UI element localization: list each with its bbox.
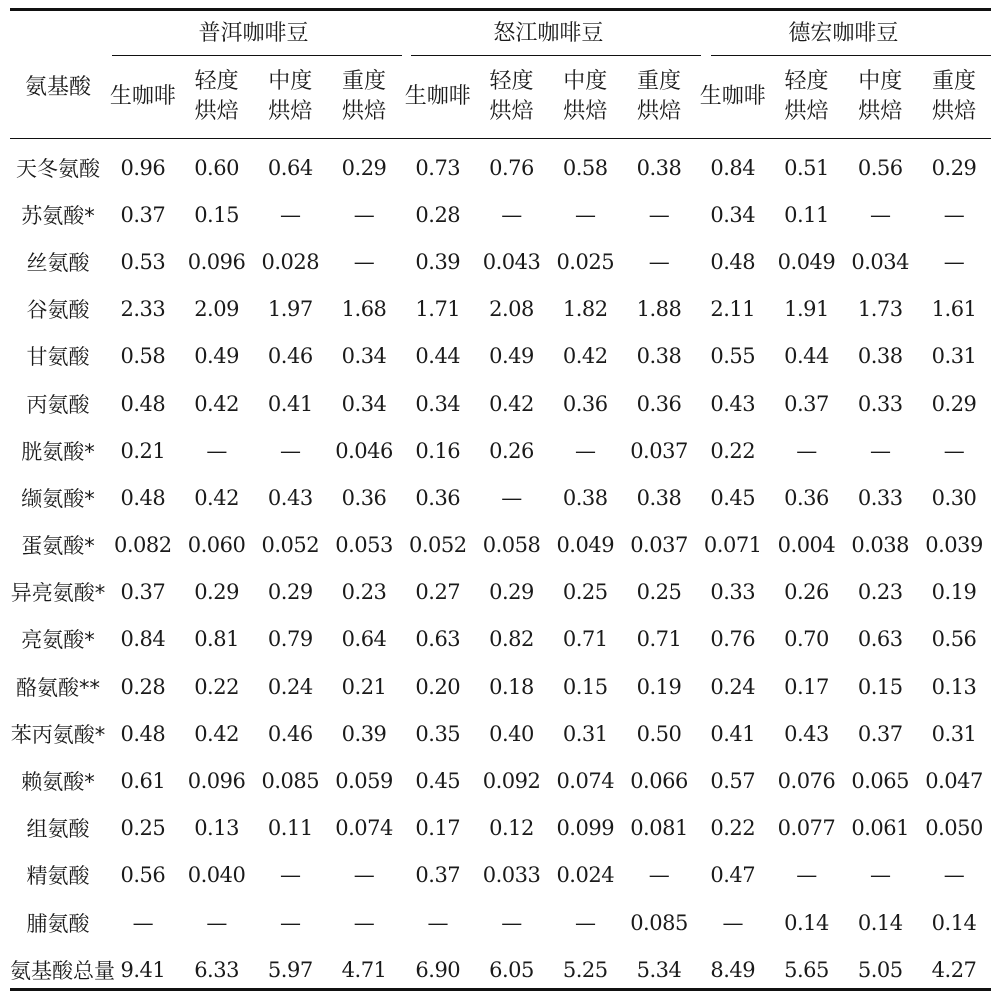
value-cell: 5.25	[562, 957, 608, 982]
value-cell: 4.71	[341, 957, 387, 982]
value-cell: —	[648, 202, 670, 227]
table-row	[10, 757, 991, 804]
column-header	[475, 55, 549, 138]
value-cell: 0.20	[415, 674, 461, 699]
value-cell: —	[280, 863, 301, 888]
table-header	[10, 8, 991, 138]
value-cell: 0.29	[489, 580, 534, 605]
value-cell: 0.42	[194, 391, 239, 416]
column-header-line: 中度	[268, 68, 313, 94]
value-cell: —	[353, 202, 375, 227]
value-cell: 0.53	[120, 249, 166, 274]
table-row	[10, 663, 991, 710]
value-cell: 0.29	[341, 155, 387, 180]
value-cell: 0.44	[415, 344, 461, 369]
value-cell: 0.15	[857, 674, 903, 699]
value-cell: 0.39	[341, 721, 387, 746]
value-cell: 0.25	[636, 580, 682, 605]
column-header-line: 烘焙	[194, 98, 239, 124]
value-cell: 0.64	[341, 627, 387, 652]
value-cell: 0.84	[710, 155, 756, 180]
table-body	[10, 138, 991, 993]
amino-acid-name: 谷氨酸	[26, 298, 90, 323]
value-cell: 0.28	[120, 674, 166, 699]
column-header	[917, 55, 991, 138]
value-cell: 0.26	[784, 580, 829, 605]
value-cell: 0.42	[194, 721, 239, 746]
value-cell: —	[943, 249, 965, 274]
value-cell: 6.33	[194, 957, 239, 982]
column-header	[180, 55, 254, 138]
amino-acid-name: 苏氨酸*	[21, 203, 95, 228]
column-header	[622, 55, 696, 138]
value-cell: 0.14	[857, 910, 903, 935]
column-header-line: 重度	[342, 68, 387, 94]
value-cell: 0.37	[120, 580, 166, 605]
column-header	[696, 55, 770, 138]
value-cell: 9.41	[120, 957, 166, 982]
value-cell: 0.29	[931, 391, 977, 416]
column-header-line: 轻度	[489, 68, 534, 94]
value-cell: 0.82	[489, 627, 534, 652]
value-cell: 1.88	[636, 297, 682, 322]
value-cell: 0.40	[489, 721, 534, 746]
value-cell: 1.61	[931, 297, 977, 322]
value-cell: 0.58	[120, 344, 166, 369]
value-cell: 0.27	[415, 580, 461, 605]
value-cell: —	[648, 863, 670, 888]
value-cell: 0.004	[777, 533, 836, 558]
value-cell: 0.31	[931, 344, 977, 369]
column-header-line: 烘焙	[932, 98, 977, 124]
value-cell: 0.37	[784, 391, 829, 416]
table-row	[10, 380, 991, 427]
column-header	[401, 55, 475, 138]
value-cell: 0.38	[562, 485, 608, 510]
value-cell: 0.074	[335, 816, 393, 841]
value-cell: —	[575, 438, 596, 463]
value-cell: 0.24	[267, 674, 313, 699]
value-cell: 0.31	[931, 721, 977, 746]
value-cell: —	[206, 438, 227, 463]
column-header	[548, 55, 622, 138]
value-cell: 0.25	[120, 816, 166, 841]
amino-acid-name: 氨基酸总量	[10, 958, 115, 983]
value-cell: 0.56	[857, 155, 903, 180]
table-row	[10, 899, 991, 946]
value-cell: 0.25	[562, 580, 608, 605]
value-cell: 0.45	[710, 485, 756, 510]
value-cell: 0.11	[267, 816, 313, 841]
table-row	[10, 427, 991, 474]
table-row	[10, 191, 991, 238]
value-cell: —	[280, 202, 301, 227]
value-cell: 0.96	[120, 155, 166, 180]
value-cell: 0.55	[710, 344, 756, 369]
value-cell: 0.33	[857, 485, 903, 510]
value-cell: 0.19	[931, 580, 977, 605]
value-cell: 0.29	[267, 580, 313, 605]
column-header-line: 烘焙	[636, 98, 681, 124]
value-cell: 0.074	[556, 769, 615, 794]
value-cell: 1.73	[857, 297, 903, 322]
value-cell: 0.050	[925, 816, 983, 841]
value-cell: 0.17	[415, 816, 461, 841]
value-cell: 0.039	[925, 533, 983, 558]
value-cell: 0.028	[261, 249, 320, 274]
value-cell: 0.81	[194, 627, 239, 652]
value-cell: 6.90	[415, 957, 461, 982]
value-cell: 0.052	[408, 533, 467, 558]
value-cell: 0.26	[489, 438, 534, 463]
value-cell: 0.34	[710, 202, 756, 227]
value-cell: 0.71	[636, 627, 682, 652]
value-cell: 0.19	[636, 674, 682, 699]
value-cell: 0.034	[851, 249, 910, 274]
value-cell: —	[722, 910, 743, 935]
amino-acid-name: 丝氨酸	[26, 250, 90, 275]
column-header	[327, 55, 401, 138]
value-cell: 0.42	[489, 391, 534, 416]
value-cell: 0.38	[636, 485, 682, 510]
value-cell: 0.57	[710, 769, 756, 794]
amino-acid-name: 脯氨酸	[26, 911, 90, 936]
value-cell: 0.36	[636, 391, 682, 416]
value-cell: 0.12	[489, 816, 534, 841]
value-cell: 0.037	[630, 533, 688, 558]
table-row	[10, 238, 991, 285]
table-row	[10, 474, 991, 521]
column-header-line: 重度	[636, 68, 681, 94]
value-cell: 0.065	[851, 769, 910, 794]
value-cell: 0.081	[630, 816, 688, 841]
value-cell: —	[796, 863, 817, 888]
amino-acid-name: 甘氨酸	[26, 345, 90, 370]
value-cell: —	[132, 910, 154, 935]
value-cell: 0.61	[120, 769, 166, 794]
amino-acid-name: 苯丙氨酸*	[10, 722, 106, 747]
value-cell: 2.11	[710, 297, 756, 322]
column-header-line: 中度	[858, 68, 903, 94]
column-header-line: 生咖啡	[699, 83, 766, 109]
value-cell: 0.84	[120, 627, 166, 652]
column-header-line: 烘焙	[563, 98, 608, 124]
value-cell: 0.060	[187, 533, 246, 558]
value-cell: 8.49	[710, 957, 756, 982]
value-cell: 0.39	[415, 249, 461, 274]
value-cell: 0.48	[710, 249, 756, 274]
column-header-line: 中度	[563, 68, 608, 94]
value-cell: 0.56	[931, 627, 977, 652]
value-cell: 0.14	[784, 910, 829, 935]
value-cell: 2.33	[120, 297, 166, 322]
amino-acid-name: 丙氨酸	[26, 392, 90, 417]
value-cell: 0.64	[267, 155, 313, 180]
column-header	[106, 55, 180, 138]
value-cell: —	[280, 438, 301, 463]
amino-acid-table	[10, 8, 991, 993]
table-row	[10, 522, 991, 569]
value-cell: 0.15	[194, 202, 239, 227]
column-header-line: 烘焙	[342, 98, 387, 124]
value-cell: —	[869, 438, 891, 463]
column-header-line: 烘焙	[268, 98, 313, 124]
amino-acid-name: 异亮氨酸*	[10, 581, 106, 606]
value-cell: 0.58	[562, 155, 608, 180]
value-cell: 0.37	[120, 202, 166, 227]
column-header	[843, 55, 917, 138]
value-cell: 0.43	[784, 721, 829, 746]
amino-acid-name: 胱氨酸*	[21, 439, 95, 464]
value-cell: 0.047	[925, 769, 983, 794]
value-cell: 0.053	[335, 533, 393, 558]
value-cell: —	[796, 438, 817, 463]
value-cell: 0.56	[120, 863, 166, 888]
group-header-dehong: 德宏咖啡豆	[788, 21, 899, 46]
value-cell: 1.97	[267, 297, 313, 322]
amino-acid-name: 酪氨酸**	[15, 675, 100, 700]
sub-header-row	[10, 55, 991, 138]
value-cell: 0.41	[710, 721, 756, 746]
value-cell: 0.13	[194, 816, 239, 841]
value-cell: 0.76	[710, 627, 756, 652]
value-cell: 0.70	[784, 627, 829, 652]
value-cell: 0.73	[415, 155, 461, 180]
value-cell: 0.51	[784, 155, 829, 180]
value-cell: 0.18	[489, 674, 534, 699]
column-header	[253, 55, 327, 138]
value-cell: 0.24	[710, 674, 756, 699]
corner-header: 氨基酸	[24, 75, 91, 100]
value-cell: 0.085	[630, 910, 688, 935]
value-cell: 0.29	[931, 155, 977, 180]
value-cell: 0.059	[335, 769, 393, 794]
value-cell: 0.35	[415, 721, 461, 746]
table-row	[10, 805, 991, 852]
value-cell: 0.42	[194, 485, 239, 510]
value-cell: 0.058	[482, 533, 541, 558]
value-cell: 0.34	[341, 391, 387, 416]
value-cell: 5.65	[784, 957, 829, 982]
value-cell: 0.076	[777, 769, 836, 794]
value-cell: 0.16	[415, 438, 461, 463]
value-cell: 0.37	[415, 863, 461, 888]
column-header	[770, 55, 844, 138]
value-cell: 1.71	[415, 297, 461, 322]
table-row	[10, 138, 991, 191]
column-header-line: 重度	[932, 68, 977, 94]
value-cell: 0.47	[710, 863, 756, 888]
value-cell: 2.08	[489, 297, 534, 322]
value-cell: 0.092	[482, 769, 541, 794]
value-cell: 0.23	[341, 580, 387, 605]
column-header-line: 生咖啡	[109, 83, 176, 109]
value-cell: 0.60	[194, 155, 239, 180]
value-cell: 0.038	[851, 533, 910, 558]
column-header-line: 轻度	[784, 68, 829, 94]
value-cell: 0.040	[187, 863, 246, 888]
amino-acid-name: 缬氨酸*	[21, 486, 95, 511]
column-header-line: 生咖啡	[404, 83, 471, 109]
value-cell: —	[501, 485, 522, 510]
value-cell: 0.14	[931, 910, 977, 935]
value-cell: 0.48	[120, 721, 166, 746]
value-cell: 2.09	[194, 297, 239, 322]
value-cell: —	[869, 202, 891, 227]
group-header-nujiang: 怒江咖啡豆	[493, 21, 604, 46]
column-header-line: 轻度	[194, 68, 239, 94]
value-cell: 0.38	[857, 344, 903, 369]
value-cell: —	[206, 910, 227, 935]
value-cell: 0.077	[777, 816, 836, 841]
value-cell: 0.096	[187, 769, 246, 794]
value-cell: 0.13	[931, 674, 977, 699]
value-cell: 0.63	[857, 627, 903, 652]
amino-acid-name: 天冬氨酸	[15, 156, 100, 181]
value-cell: 0.34	[415, 391, 461, 416]
value-cell: 0.17	[784, 674, 829, 699]
value-cell: 0.44	[784, 344, 829, 369]
value-cell: 0.049	[777, 249, 836, 274]
value-cell: 0.46	[267, 721, 313, 746]
value-cell: 0.33	[710, 580, 756, 605]
amino-acid-name: 亮氨酸*	[21, 628, 95, 653]
value-cell: 0.48	[120, 485, 166, 510]
value-cell: 0.42	[562, 344, 608, 369]
value-cell: 0.36	[415, 485, 461, 510]
value-cell: 0.49	[194, 344, 239, 369]
table-row	[10, 616, 991, 663]
column-header-line: 烘焙	[858, 98, 903, 124]
value-cell: 0.11	[784, 202, 829, 227]
value-cell: 0.41	[267, 391, 313, 416]
value-cell: 0.46	[267, 344, 313, 369]
value-cell: 1.82	[562, 297, 608, 322]
value-cell: 0.36	[562, 391, 608, 416]
value-cell: 0.046	[335, 438, 393, 463]
value-cell: —	[943, 863, 965, 888]
amino-acid-name: 精氨酸	[26, 864, 90, 889]
value-cell: 0.024	[556, 863, 615, 888]
value-cell: —	[353, 863, 375, 888]
value-cell: 0.76	[489, 155, 534, 180]
value-cell: 0.45	[415, 769, 461, 794]
value-cell: 0.061	[851, 816, 910, 841]
value-cell: 0.15	[562, 674, 608, 699]
value-cell: 0.043	[482, 249, 541, 274]
value-cell: 0.36	[341, 485, 387, 510]
value-cell: 1.68	[341, 297, 387, 322]
amino-acid-name: 组氨酸	[26, 817, 90, 842]
value-cell: 0.38	[636, 344, 682, 369]
value-cell: 0.43	[710, 391, 756, 416]
table-row	[10, 946, 991, 993]
value-cell: 0.34	[341, 344, 387, 369]
value-cell: 0.37	[857, 721, 903, 746]
value-cell: 0.79	[267, 627, 313, 652]
value-cell: 1.91	[784, 297, 829, 322]
value-cell: 0.025	[556, 249, 615, 274]
value-cell: —	[943, 438, 965, 463]
value-cell: 0.085	[261, 769, 320, 794]
value-cell: —	[353, 249, 375, 274]
value-cell: 0.63	[415, 627, 461, 652]
value-cell: 0.31	[562, 721, 608, 746]
value-cell: 0.096	[187, 249, 246, 274]
value-cell: 0.082	[114, 533, 172, 558]
value-cell: —	[501, 910, 522, 935]
amino-acid-name: 赖氨酸*	[21, 770, 95, 795]
value-cell: 0.066	[630, 769, 688, 794]
value-cell: 5.97	[267, 957, 313, 982]
value-cell: 0.50	[636, 721, 682, 746]
value-cell: 0.28	[415, 202, 461, 227]
value-cell: 0.052	[261, 533, 320, 558]
value-cell: —	[353, 910, 375, 935]
value-cell: —	[943, 202, 965, 227]
value-cell: 0.21	[341, 674, 387, 699]
value-cell: 0.22	[194, 674, 239, 699]
value-cell: —	[501, 202, 522, 227]
value-cell: —	[648, 249, 670, 274]
value-cell: —	[280, 910, 301, 935]
value-cell: 0.033	[482, 863, 541, 888]
value-cell: 0.099	[556, 816, 615, 841]
table-row	[10, 710, 991, 757]
table-row	[10, 852, 991, 899]
table-row	[10, 286, 991, 333]
value-cell: 0.23	[857, 580, 903, 605]
value-cell: 0.48	[120, 391, 166, 416]
value-cell: 0.071	[703, 533, 762, 558]
value-cell: 5.34	[636, 957, 682, 982]
column-header-line: 烘焙	[489, 98, 534, 124]
amino-acid-name: 蛋氨酸*	[21, 534, 95, 559]
value-cell: 0.38	[636, 155, 682, 180]
table-row	[10, 569, 991, 616]
value-cell: 0.29	[194, 580, 239, 605]
value-cell: 0.30	[931, 485, 977, 510]
value-cell: 0.22	[710, 438, 756, 463]
value-cell: 0.33	[857, 391, 903, 416]
value-cell: 5.05	[857, 957, 903, 982]
value-cell: —	[575, 910, 596, 935]
value-cell: 0.43	[267, 485, 313, 510]
value-cell: 0.71	[562, 627, 608, 652]
group-header-puer: 普洱咖啡豆	[198, 21, 309, 46]
value-cell: —	[575, 202, 596, 227]
value-cell: —	[869, 863, 891, 888]
value-cell: —	[427, 910, 449, 935]
column-header-line: 烘焙	[784, 98, 829, 124]
value-cell: 0.22	[710, 816, 756, 841]
value-cell: 0.049	[556, 533, 615, 558]
value-cell: 0.36	[784, 485, 829, 510]
value-cell: 0.49	[489, 344, 534, 369]
value-cell: 0.037	[630, 438, 688, 463]
value-cell: 6.05	[489, 957, 534, 982]
value-cell: 4.27	[931, 957, 977, 982]
table-row	[10, 333, 991, 380]
value-cell: 0.21	[120, 438, 166, 463]
